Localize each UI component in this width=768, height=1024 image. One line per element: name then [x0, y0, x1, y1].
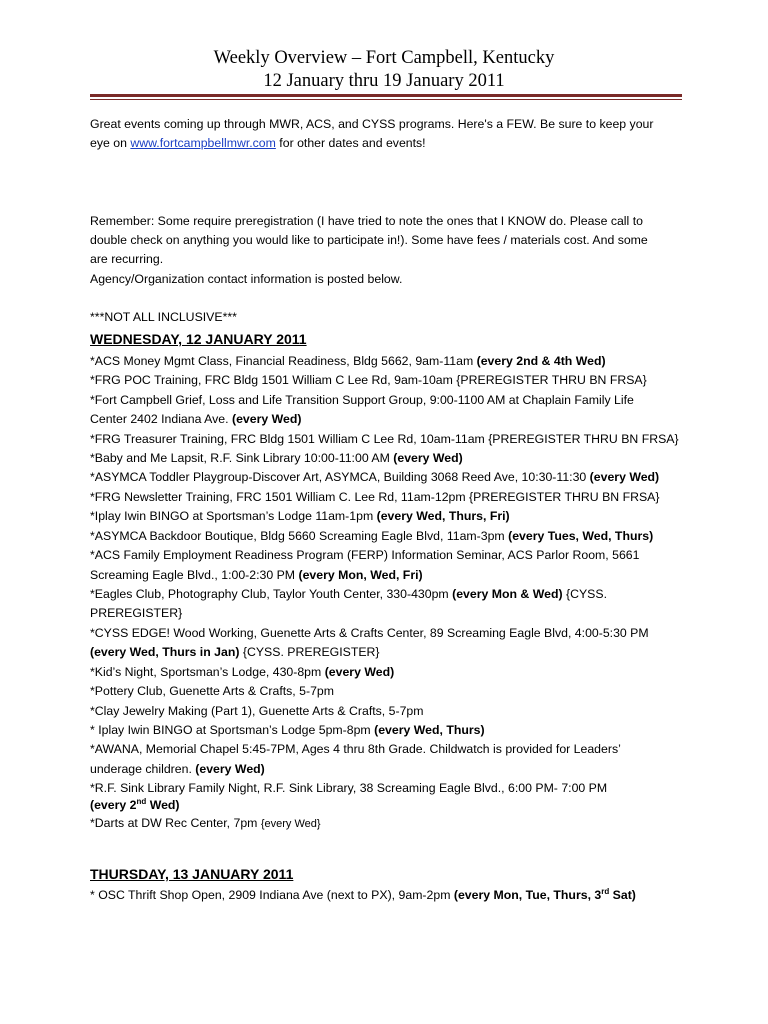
intro-line-1: Great events coming up through MWR, ACS, and CYSS programs. Here's a FEW. Be sure to keep your: [90, 117, 654, 131]
event-line: *FRG Newsletter Training, FRC 1501 William C. Lee Rd, 11am-12pm {PREREGISTER THRU BN FRSA}: [90, 490, 660, 504]
event-text: *Eagles Club, Photography Club, Taylor Youth Center, 330-430pm: [90, 587, 453, 601]
recurrence-note: (every Wed): [393, 451, 463, 465]
title-rule-thin: [90, 99, 682, 100]
remember-line-2: double check on anything you would like to participate in!). Some have fees / materials cost. And some: [90, 233, 648, 247]
mwr-website-link[interactable]: www.fortcampbellmwr.com: [130, 136, 276, 150]
event-text: {CYSS. PREREGISTER}: [239, 645, 380, 659]
recurrence-text: Wed): [146, 798, 180, 812]
recurrence-note: (every Wed, Thurs): [374, 723, 485, 737]
recurrence-note: [90, 797, 180, 813]
recurrence-note: (every Wed): [231, 412, 302, 426]
recurrence-note: (every Wed): [324, 665, 395, 679]
event-line: *Pottery Club, Guenette Arts & Crafts, 5-7pm: [90, 684, 334, 698]
ordinal-suffix: rd: [601, 886, 610, 896]
event-text: *ASYMCA Backdoor Boutique, Bldg 5660 Screaming Eagle Blvd, 11am-3pm: [90, 529, 509, 543]
event-text: *Baby and Me Lapsit, R.F. Sink Library 10:00-11:00 AM: [90, 451, 394, 465]
event-text: * Iplay Iwin BINGO at Sportsman’s Lodge 5pm-8pm: [90, 723, 375, 737]
event-line: [90, 722, 485, 738]
event-line: *R.F. Sink Library Family Night, R.F. Sink Library, 38 Screaming Eagle Blvd., 6:00 PM- 7:00 PM: [90, 781, 608, 795]
event-text: *Darts at DW Rec Center, 7pm: [90, 816, 261, 830]
document-subtitle: 12 January thru 19 January 2011: [263, 71, 505, 91]
event-line: [90, 664, 394, 680]
event-line: [90, 411, 301, 427]
recurrence-note: (every Wed): [589, 470, 660, 484]
event-text: underage children.: [90, 762, 196, 776]
title-rule: [90, 94, 682, 97]
event-line: [90, 815, 321, 832]
document-title: Weekly Overview – Fort Campbell, Kentucky: [213, 48, 555, 68]
intro-text-end: for other dates and events!: [275, 136, 426, 150]
event-line: [90, 450, 463, 466]
recurrence-note: {every Wed}: [260, 818, 321, 830]
intro-line-2: [90, 135, 426, 151]
event-line: [90, 469, 659, 485]
event-text: Screaming Eagle Blvd., 1:00-2:30 PM: [90, 568, 299, 582]
thursday-heading: THURSDAY, 13 JANUARY 2011: [90, 866, 294, 882]
recurrence-note: (every Tues, Wed, Thurs): [508, 529, 654, 543]
recurrence-note: (every Wed, Thurs in Jan): [90, 645, 240, 659]
event-text: *ASYMCA Toddler Playgroup-Discover Art, ASYMCA, Building 3068 Reed Ave, 10:30-11:30: [90, 470, 590, 484]
event-line: [90, 761, 265, 777]
event-line: *Fort Campbell Grief, Loss and Life Transition Support Group, 9:00-1100 AM at Chaplain Family Life: [90, 393, 634, 407]
recurrence-note: Sat): [609, 888, 636, 902]
recurrence-note: (every 2nd & 4th Wed): [476, 354, 606, 368]
event-text: Center 2402 Indiana Ave.: [90, 412, 232, 426]
event-line: [90, 887, 636, 903]
event-line: *AWANA, Memorial Chapel 5:45-7PM, Ages 4 thru 8th Grade. Childwatch is provided for Leaders’: [90, 742, 621, 756]
event-line: *CYSS EDGE! Wood Working, Guenette Arts & Crafts Center, 89 Screaming Eagle Blvd, 4:00-5:30 PM: [90, 626, 649, 640]
intro-text: eye on: [90, 136, 131, 150]
event-line: *ACS Family Employment Readiness Program (FERP) Information Seminar, ACS Parlor Room, 5661: [90, 548, 640, 562]
remember-line-4: Agency/Organization contact information is posted below.: [90, 272, 403, 286]
recurrence-note: (every Mon, Tue, Thurs, 3: [453, 888, 602, 902]
event-line: *FRG Treasurer Training, FRC Bldg 1501 William C Lee Rd, 10am-11am {PREREGISTER THRU BN FRSA}: [90, 432, 679, 446]
wednesday-heading: WEDNESDAY, 12 JANUARY 2011: [90, 331, 307, 347]
event-text: *Iplay Iwin BINGO at Sportsman’s Lodge 11am-1pm: [90, 509, 377, 523]
ordinal-suffix: nd: [136, 796, 147, 806]
event-line: [90, 508, 510, 524]
event-line: [90, 644, 380, 660]
event-line: [90, 528, 653, 544]
event-text: *ACS Money Mgmt Class, Financial Readiness, Bldg 5662, 9am-11am: [90, 354, 477, 368]
recurrence-text: (every 2: [90, 798, 137, 812]
event-text: *Kid’s Night, Sportsman’s Lodge, 430-8pm: [90, 665, 325, 679]
event-line: [90, 586, 607, 602]
not-all-inclusive-note: ***NOT ALL INCLUSIVE***: [90, 310, 237, 324]
recurrence-note: (every Mon, Wed, Fri): [298, 568, 423, 582]
remember-line-1: Remember: Some require preregistration (I have tried to note the ones that I KNOW do. Please call to: [90, 214, 643, 228]
event-text: {CYSS.: [562, 587, 607, 601]
event-line: PREREGISTER}: [90, 606, 183, 620]
recurrence-note: (every Wed, Thurs, Fri): [376, 509, 510, 523]
event-line: *Clay Jewelry Making (Part 1), Guenette Arts & Crafts, 5-7pm: [90, 704, 424, 718]
event-text: * OSC Thrift Shop Open, 2909 Indiana Ave (next to PX), 9am-2pm: [90, 888, 454, 902]
event-line: [90, 567, 423, 583]
recurrence-note: (every Wed): [195, 762, 265, 776]
recurrence-note: (every Mon & Wed): [452, 587, 563, 601]
event-line: *FRG POC Training, FRC Bldg 1501 William C Lee Rd, 9am-10am {PREREGISTER THRU BN FRSA}: [90, 373, 647, 387]
remember-line-3: are recurring.: [90, 252, 164, 266]
event-line: [90, 353, 606, 369]
